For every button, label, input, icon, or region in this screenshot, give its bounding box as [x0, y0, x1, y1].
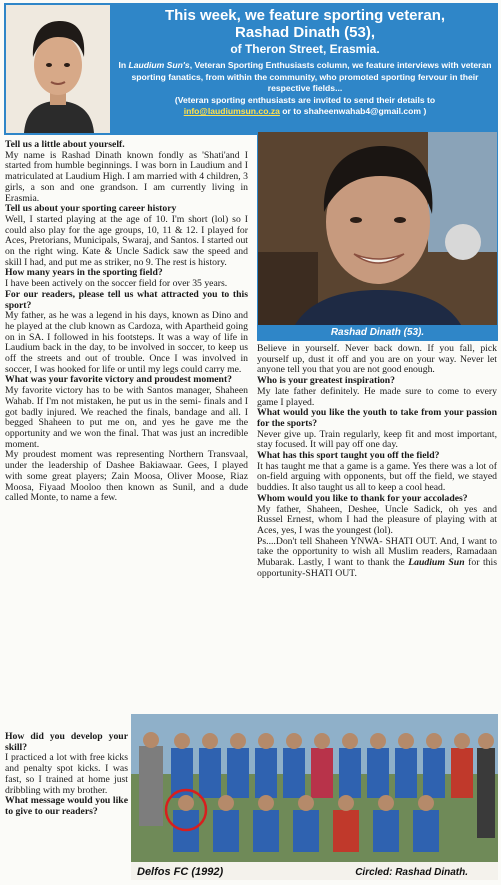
team-photo-caption-left: Delfos FC (1992) — [137, 866, 224, 878]
closing-text: Ps....Don't tell Shaheen YNWA- SHATI OUT. And, I want to take the opportunity to wish all Muslim readers, Ramadaan Mubarak. Lastly, I want to thank the — [257, 535, 497, 569]
question: What has this sport taught you off the field? — [257, 450, 440, 462]
answer: My proudest moment was representing Northern Transvaal, under the leadership of Dashee Bakiawaar. Gees, I played with some great players; Zain Moosa, Oliver Moose, Riaz Moosa, Fiyaad Mooloo then known as Sunil, and a dude called Monte, to name a few. — [5, 449, 248, 504]
rashad-photo-illustration — [258, 132, 498, 341]
answer: My late father definitely. He made sure to come to every game I played. — [257, 385, 497, 408]
answer: I have been actively on the soccer field for over 35 years. — [5, 278, 228, 290]
answer — [257, 537, 497, 580]
answer: Well, I started playing at the age of 10. I'm short (lol) so I could also play for the age groups, 10, 11 & 12. I played for Aces, Pretorians, Municipals, Swaraj, and Santos. I started out on the right wing. Kate & Uncle Sadick saw the speed and skill I had, and put me as striker, no 9. The rest is history. — [5, 213, 248, 268]
question: For our readers, please tell us what attracted you to this sport? — [5, 288, 248, 311]
question: What would you like the youth to take from your passion for the sports? — [257, 407, 497, 429]
question: What message would you like to give to our readers? — [5, 795, 128, 817]
header-intro — [114, 60, 496, 95]
header-invite — [114, 95, 496, 118]
answer: My favorite victory has to be with Santos manager, Shaheen Wahab. If I'm not mistaken, he put us in the semi- finals and I got badly injured. We reached the finals, bandage and all. I begged Shaheen to put me on, and yes he gave me the opportunity and we won the final. That was just an incredible moment. — [5, 385, 248, 450]
header-street: of Theron Street, Erasmia. — [230, 42, 380, 56]
answer: My father, Shaheen, Deshee, Uncle Sadick, oh yes and Russel Ernest, whom I had the pleasure of playing with at Aces, yes, I was the youngest (lol). — [257, 503, 497, 536]
email-joiner: or to shaheenwahab4@gmail.com ) — [279, 106, 427, 116]
question: Tell us a little about yourself. — [5, 139, 125, 150]
question: What was your favorite victory and proudest moment? — [5, 374, 233, 386]
answer: My name is Rashad Dinath known fondly as 'Shati'and I started from humble beginnings. I was born in Laudium and I matriculated at Laudium High. I am married with 4 children, 3 girls, a son and one grandson. I am currently living in Erasmia. — [5, 149, 248, 204]
article-column-2 — [257, 344, 497, 579]
intro-prefix: In — [118, 60, 129, 70]
feature-header — [4, 3, 498, 135]
invite-text: (Veteran sporting enthusiasts are invited to send their details to — [174, 94, 436, 105]
article-column-1 — [5, 140, 248, 504]
question: Tell us about your sporting career history — [5, 203, 177, 215]
answer: My father, as he was a legend in his days, known as Dino and he played at the club known as Cardoza, with Apartheid going on in SA. I followed in his footsteps. It was a way of life in Laudium back in the day, to be involved in soccer, to keep us off the streets and out of trouble. Once I was involved in soccer, I was hooked for life or until my legs could carry me. — [5, 310, 248, 375]
closing-tail: for this opportunity-SHATI OUT. — [257, 557, 497, 579]
question: Who is your greatest inspiration? — [257, 375, 395, 387]
answer: I practiced a lot with free kicks and penalty spot kicks. I was fast, so I trained at home just dribbling with my brother. — [5, 752, 128, 796]
header-text-block — [114, 7, 496, 118]
rashad-photo-caption: Rashad Dinath (53). — [258, 325, 497, 340]
header-name: Rashad Dinath (53), — [234, 24, 376, 41]
article-column-3 — [5, 732, 128, 818]
intro-rest: , Veteran Sporting Enthusiasts column, we feature interviews with veteran sporting fanatics, from within the community, who promoted sporting fervour in their respective fields... — [131, 60, 492, 93]
answer: It has taught me that a game is a game. Yes there was a lot of on-field arguing with opponents, but off the field, we stayed buddies. It also taught us all to keep a cool head. — [257, 460, 497, 494]
team-photo-illustration — [131, 714, 498, 880]
rashad-photo — [257, 131, 498, 341]
answer: Never give up. Train regularly, keep fit and most important, stay focused. It will pay off one day. — [257, 428, 497, 451]
header-title: This week, we feature sporting veteran, — [164, 7, 446, 24]
portrait-illustration — [6, 5, 110, 133]
closing-paper-name: Laudium Sun — [408, 557, 465, 569]
header-portrait-photo — [6, 5, 110, 133]
answer: Believe in yourself. Never back down. If you fall, pick yourself up, dust it off and you are on your way. Never let anyone tell you that you are not good enough. — [257, 343, 497, 376]
team-photo-caption-right: Circled: Rashad Dinath. — [355, 867, 468, 878]
question: How did you develop your skill? — [5, 731, 128, 753]
question: How many years in the sporting field? — [5, 267, 163, 279]
question: Whom would you like to thank for your accolades? — [257, 492, 468, 504]
intro-paper-name: Laudium Sun's — [128, 60, 190, 70]
email-link[interactable]: info@laudiumsun.co.za — [183, 106, 280, 116]
team-photo — [131, 714, 498, 880]
